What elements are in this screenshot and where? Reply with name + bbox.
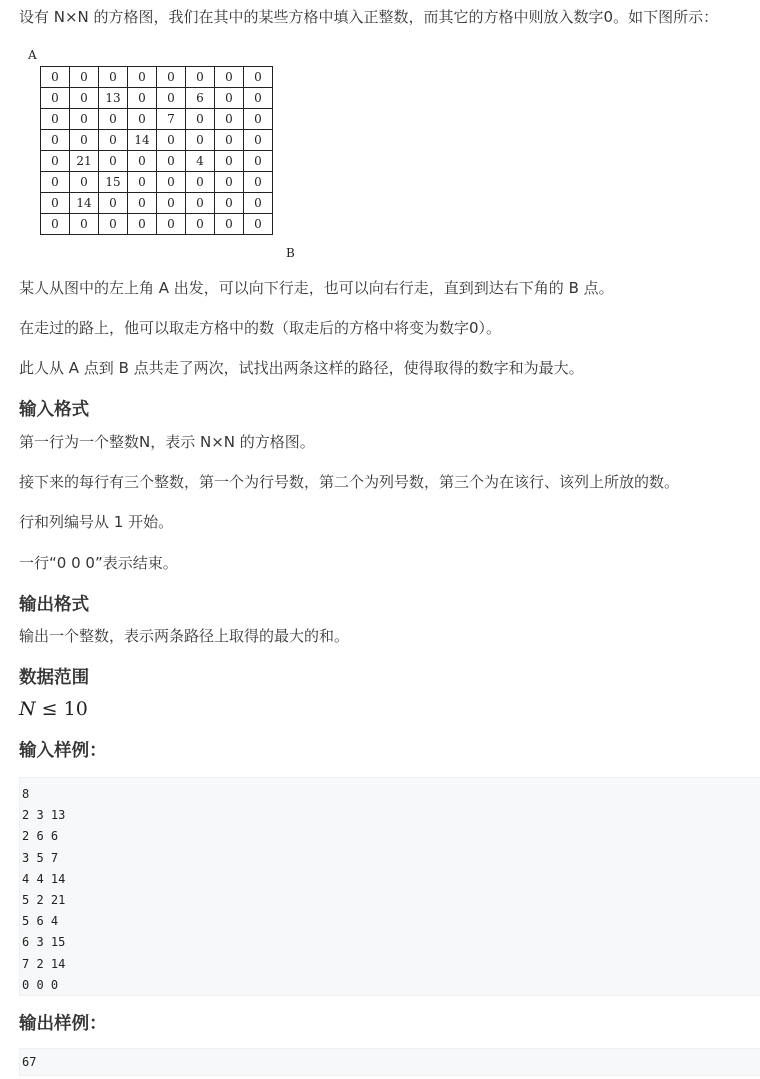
description-1: 某人从图中的左上角 A 出发，可以向下行走，也可以向右行走，直到到达右下角的 B 点。 — [19, 279, 614, 297]
input-format-line-2: 接下来的每行有三个整数，第一个为行号数，第二个为列号数，第三个为在该行、该列上所放的数。 — [19, 473, 680, 491]
sample-input-block — [19, 777, 760, 996]
grid-cell: 0 — [99, 214, 128, 235]
grid-cell: 21 — [70, 151, 99, 172]
sample-input-line: 2 3 13 — [22, 808, 66, 823]
grid-cell: 0 — [186, 130, 215, 151]
range-value: 10 — [63, 698, 88, 720]
grid-cell: 0 — [157, 88, 186, 109]
grid-row — [41, 109, 273, 130]
grid-row — [41, 151, 273, 172]
grid-cell: 0 — [215, 88, 244, 109]
grid-row — [41, 214, 273, 235]
grid-cell: 0 — [99, 109, 128, 130]
range-operator: ≤ — [41, 698, 58, 720]
sample-input-line: 5 6 4 — [22, 914, 59, 929]
grid-cell: 0 — [70, 88, 99, 109]
grid-cell: 0 — [215, 109, 244, 130]
grid-cell: 0 — [41, 88, 70, 109]
grid-cell: 0 — [186, 109, 215, 130]
input-format-line-4: 一行“0 0 0”表示结束。 — [19, 554, 178, 572]
grid-cell: 0 — [157, 214, 186, 235]
grid-cell: 0 — [41, 214, 70, 235]
grid-cell: 7 — [157, 109, 186, 130]
grid-cell: 0 — [99, 151, 128, 172]
grid-cell: 0 — [128, 109, 157, 130]
output-format-text: 输出一个整数，表示两条路径上取得的最大的和。 — [19, 627, 350, 645]
sample-input-line: 4 4 14 — [22, 871, 66, 886]
sample-input-line: 5 2 21 — [22, 892, 66, 907]
grid-cell: 0 — [244, 109, 273, 130]
grid-cell: 0 — [128, 172, 157, 193]
sample-input-line: 6 3 15 — [22, 935, 66, 950]
grid-cell: 14 — [128, 130, 157, 151]
sample-input-line: 7 2 14 — [22, 956, 66, 971]
grid-cell: 0 — [99, 130, 128, 151]
grid-cell: 0 — [244, 193, 273, 214]
grid-cell: 0 — [186, 193, 215, 214]
grid-cell: 0 — [215, 172, 244, 193]
grid-cell: 0 — [157, 151, 186, 172]
grid-cell: 0 — [70, 67, 99, 88]
grid-cell: 15 — [99, 172, 128, 193]
intro-text: 设有 N×N 的方格图，我们在其中的某些方格中填入正整数，而其它的方格中则放入数字0。如下图所示： — [19, 8, 719, 26]
sample-input-line: 0 0 0 — [22, 977, 59, 992]
sample-output-line: 67 — [22, 1055, 37, 1069]
sample-output-block — [19, 1048, 760, 1076]
grid-cell: 0 — [244, 88, 273, 109]
grid-cell: 0 — [70, 172, 99, 193]
grid-cell: 0 — [244, 214, 273, 235]
grid-cell: 0 — [70, 130, 99, 151]
number-grid — [40, 66, 273, 235]
input-format-line-3: 行和列编号从 1 开始。 — [19, 513, 174, 531]
grid-cell: 0 — [244, 67, 273, 88]
range-variable: N — [19, 698, 36, 720]
grid-cell: 0 — [128, 151, 157, 172]
point-a-label: A — [28, 48, 37, 62]
grid-cell: 0 — [215, 214, 244, 235]
grid-row — [41, 130, 273, 151]
grid-cell: 4 — [186, 151, 215, 172]
grid-cell: 0 — [128, 193, 157, 214]
grid-cell: 0 — [128, 67, 157, 88]
grid-cell: 0 — [41, 193, 70, 214]
point-b-label: B — [286, 246, 295, 260]
grid-cell: 0 — [128, 214, 157, 235]
grid-cell: 0 — [99, 67, 128, 88]
sample-input-line: 2 6 6 — [22, 829, 59, 844]
grid-cell: 0 — [41, 172, 70, 193]
grid-figure — [28, 46, 308, 266]
grid-row — [41, 67, 273, 88]
data-range-formula — [19, 698, 88, 720]
grid-cell: 0 — [128, 88, 157, 109]
grid-cell: 0 — [215, 67, 244, 88]
grid-cell: 0 — [41, 67, 70, 88]
grid-cell: 0 — [186, 214, 215, 235]
input-format-heading: 输入格式 — [19, 400, 90, 420]
grid-cell: 0 — [41, 109, 70, 130]
grid-cell: 13 — [99, 88, 128, 109]
input-format-line-1: 第一行为一个整数N，表示 N×N 的方格图。 — [19, 433, 315, 451]
grid-cell: 0 — [244, 151, 273, 172]
grid-cell: 0 — [186, 67, 215, 88]
grid-cell: 0 — [99, 193, 128, 214]
grid-cell: 0 — [215, 130, 244, 151]
description-3: 此人从 A 点到 B 点共走了两次，试找出两条这样的路径，使得取得的数字和为最大。 — [19, 359, 584, 377]
grid-cell: 0 — [70, 214, 99, 235]
grid-cell: 0 — [157, 130, 186, 151]
output-format-heading: 输出格式 — [19, 595, 90, 615]
grid-cell: 0 — [157, 67, 186, 88]
grid-cell: 0 — [186, 172, 215, 193]
description-2: 在走过的路上，他可以取走方格中的数（取走后的方格中将变为数字0）。 — [19, 319, 502, 337]
grid-cell: 6 — [186, 88, 215, 109]
grid-cell: 0 — [244, 172, 273, 193]
grid-cell: 0 — [41, 151, 70, 172]
grid-row — [41, 172, 273, 193]
grid-row — [41, 193, 273, 214]
grid-cell: 0 — [41, 130, 70, 151]
data-range-heading: 数据范围 — [19, 668, 90, 688]
grid-cell: 0 — [70, 109, 99, 130]
grid-cell: 14 — [70, 193, 99, 214]
grid-cell: 0 — [244, 130, 273, 151]
sample-input-line: 3 5 7 — [22, 850, 59, 865]
grid-cell: 0 — [157, 193, 186, 214]
sample-output-heading: 输出样例： — [19, 1014, 107, 1034]
grid-cell: 0 — [215, 151, 244, 172]
sample-input-heading: 输入样例： — [19, 741, 107, 761]
grid-row — [41, 88, 273, 109]
grid-cell: 0 — [157, 172, 186, 193]
sample-input-line: 8 — [22, 787, 30, 801]
grid-cell: 0 — [215, 193, 244, 214]
